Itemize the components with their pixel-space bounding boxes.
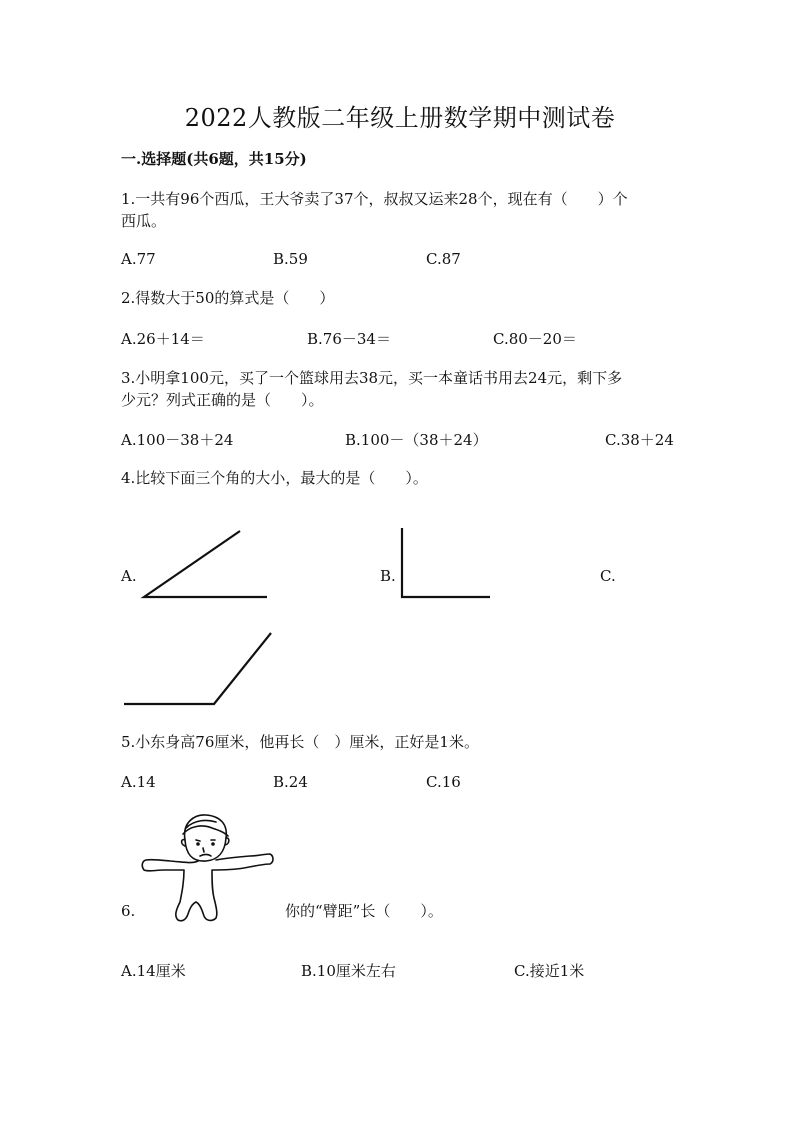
- question-2-text: 2.得数大于50的算式是（ ）: [121, 289, 335, 307]
- question-3-text-line1: 3.小明拿100元，买了一个篮球用去38元，买一本童话书用去24元，剩下多: [121, 369, 623, 387]
- question-6-text: 你的“臂距”长（ ）。: [285, 902, 443, 920]
- question-2-option-c[interactable]: C.80－20＝: [493, 330, 577, 348]
- section-heading: 一.选择题(共6题，共15分): [121, 150, 307, 168]
- question-3-text-line2: 少元？列式正确的是（ ）。: [121, 391, 324, 409]
- question-6-option-b[interactable]: B.10厘米左右: [301, 962, 396, 980]
- question-4-option-b[interactable]: B.: [380, 567, 396, 585]
- question-5-text: 5.小东身高76厘米，他再长（ ）厘米，正好是1米。: [121, 733, 479, 751]
- question-2-option-a[interactable]: A.26＋14＝: [121, 330, 205, 348]
- question-6-option-a[interactable]: A.14厘米: [121, 962, 186, 980]
- angle-a-figure: [140, 528, 270, 602]
- question-4-option-a[interactable]: A.: [121, 567, 137, 585]
- question-3-option-b[interactable]: B.100－（38＋24）: [345, 431, 488, 449]
- angle-c-figure: [122, 630, 274, 708]
- angle-b-figure: [398, 527, 493, 601]
- question-6-option-c[interactable]: C.接近1米: [514, 962, 585, 980]
- question-4-option-c[interactable]: C.: [600, 567, 616, 585]
- question-1-option-a[interactable]: A.77: [121, 250, 156, 268]
- arm-span-child-drawing: [140, 810, 280, 930]
- question-4-text: 4.比较下面三个角的大小，最大的是（ ）。: [121, 469, 428, 487]
- question-5-option-b[interactable]: B.24: [273, 773, 308, 791]
- question-1-text-line1: 1.一共有96个西瓜，王大爷卖了37个，叔叔又运来28个，现在有（ ）个: [121, 190, 628, 208]
- question-5-option-a[interactable]: A.14: [121, 773, 156, 791]
- question-1-text-line2: 西瓜。: [121, 212, 167, 230]
- question-6-number: 6.: [121, 902, 136, 920]
- question-2-option-b[interactable]: B.76－34＝: [307, 330, 391, 348]
- page-title: 2022人教版二年级上册数学期中测试卷: [184, 104, 616, 132]
- question-1-option-c[interactable]: C.87: [426, 250, 461, 268]
- question-3-option-c[interactable]: C.38＋24: [605, 431, 674, 449]
- question-3-option-a[interactable]: A.100－38＋24: [121, 431, 234, 449]
- question-5-option-c[interactable]: C.16: [426, 773, 461, 791]
- question-1-option-b[interactable]: B.59: [273, 250, 308, 268]
